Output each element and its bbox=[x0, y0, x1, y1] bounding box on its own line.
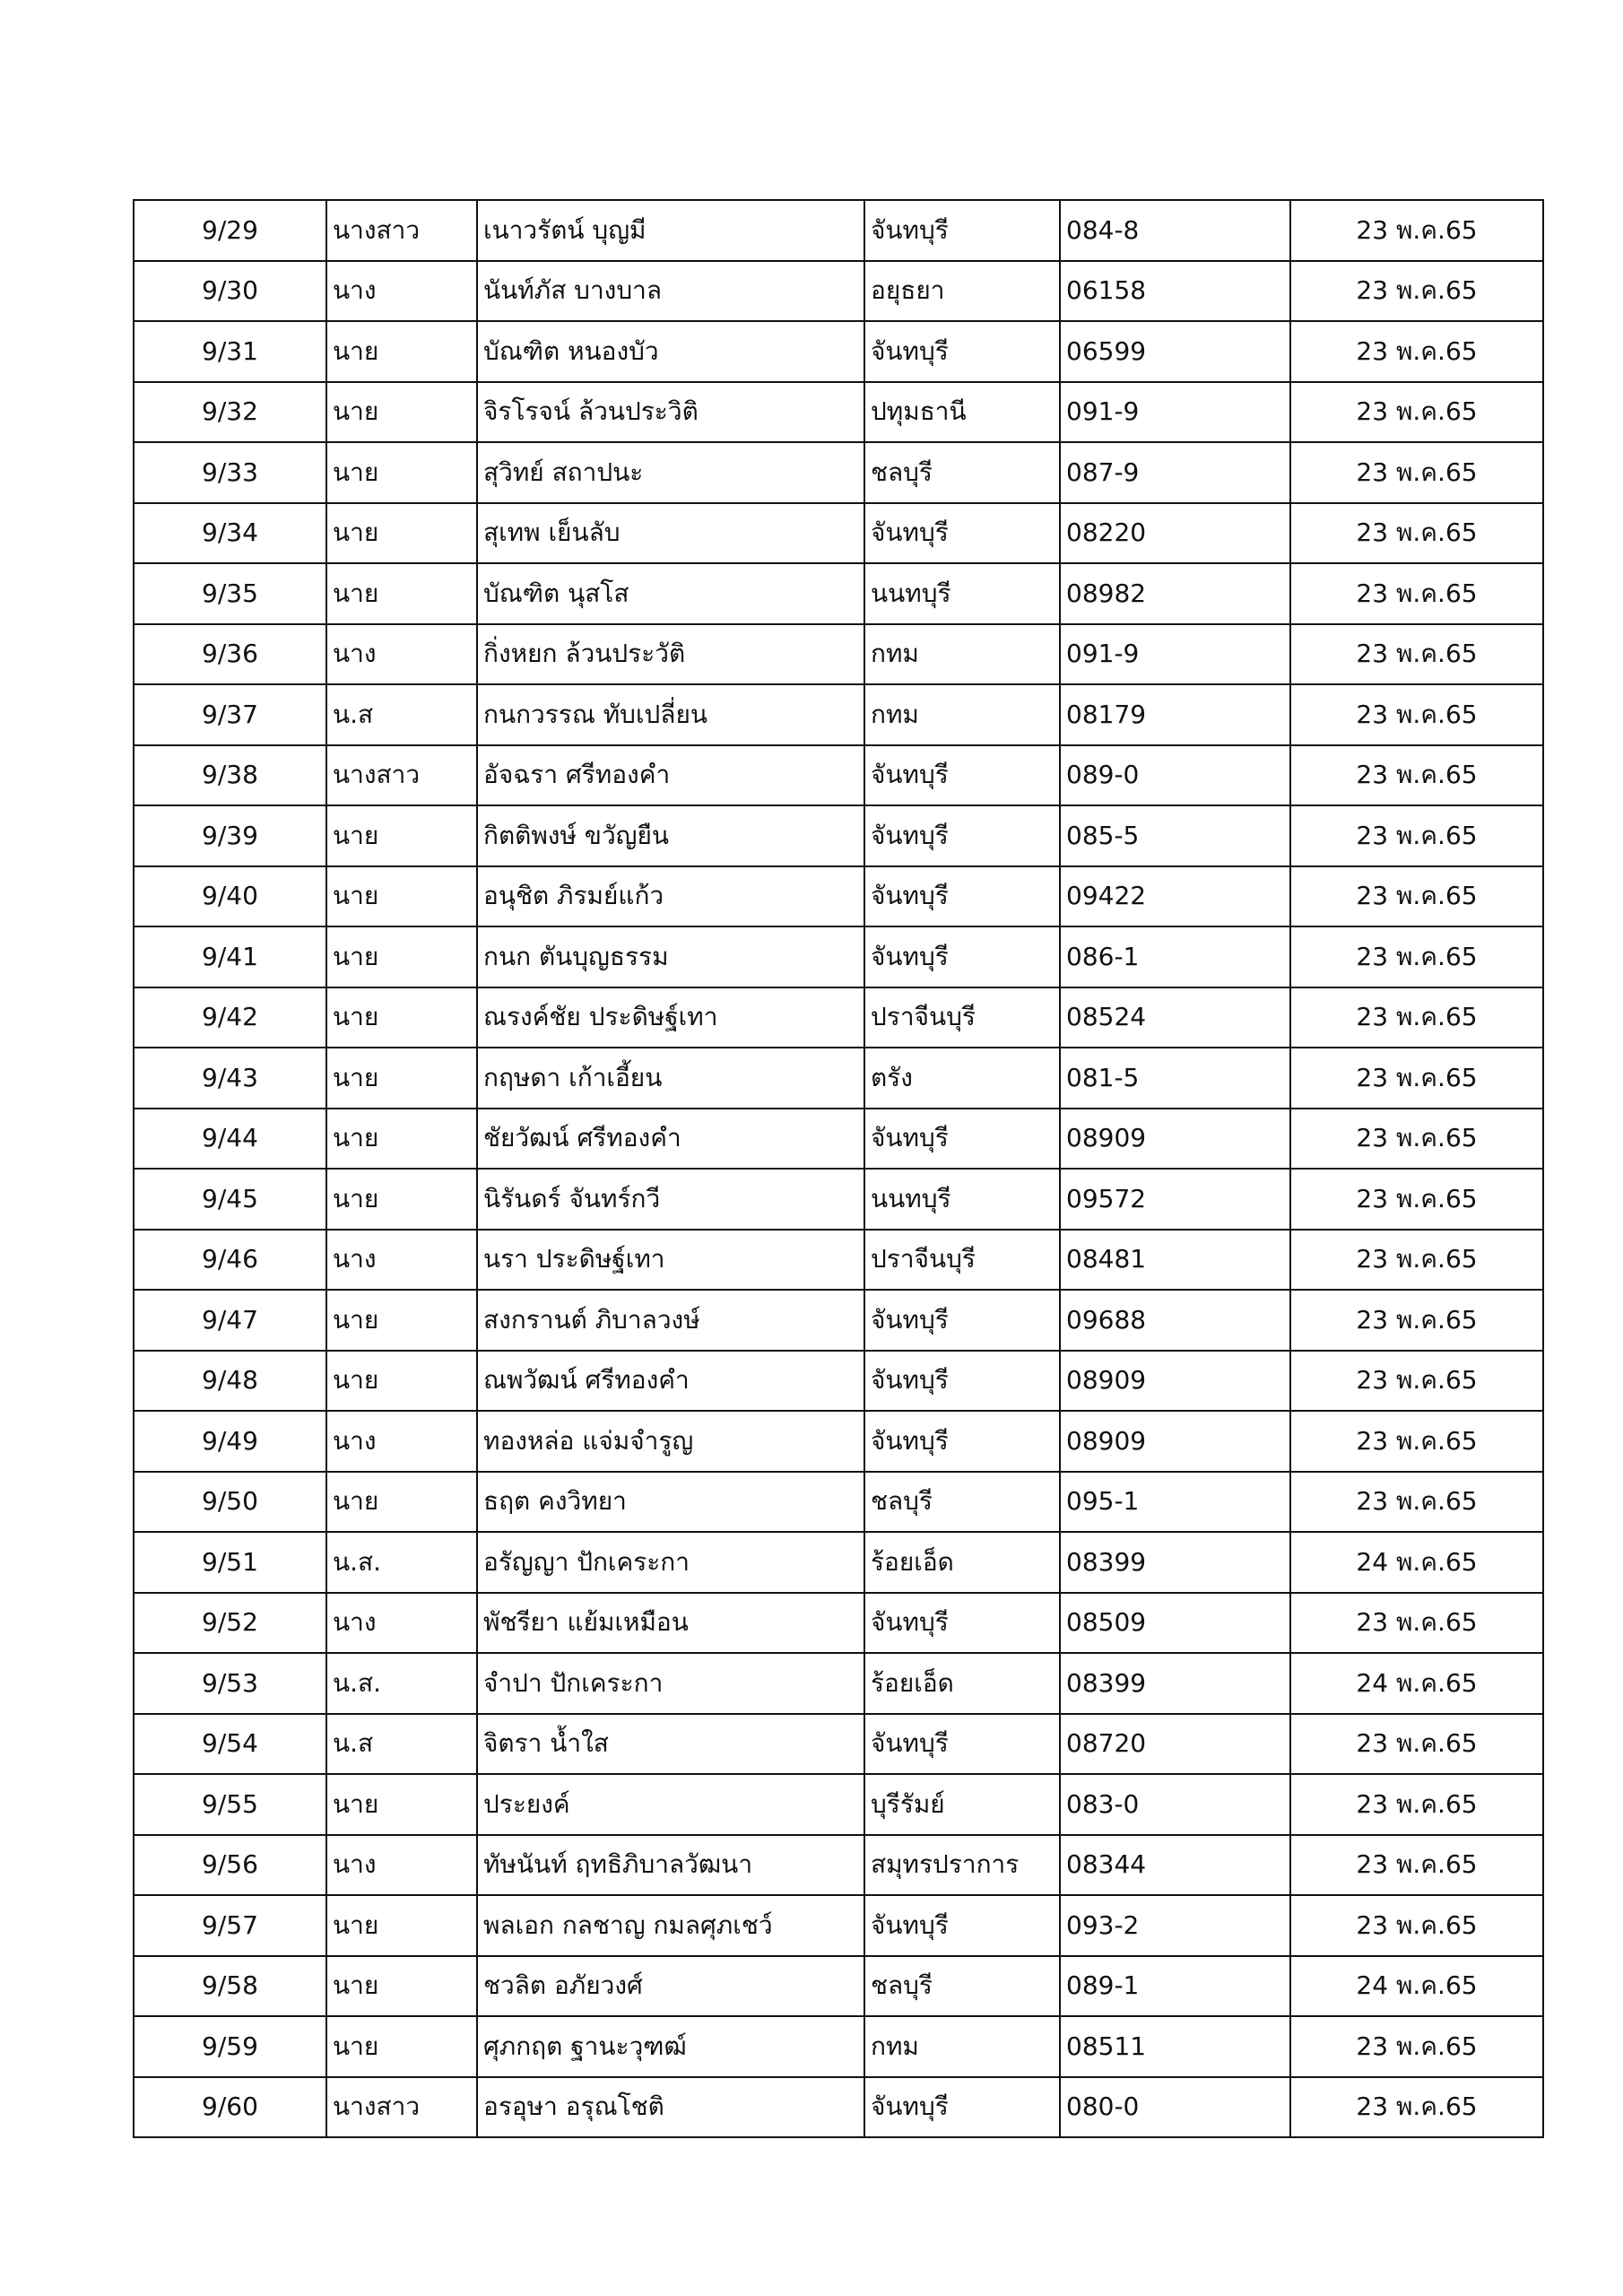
full-name-cell: สุเทพ เย็นลับ bbox=[477, 503, 864, 564]
redacted-gap-cell bbox=[1135, 382, 1290, 443]
name-title-cell: นางสาว bbox=[326, 745, 477, 806]
table-row bbox=[134, 1714, 1543, 1775]
full-name-cell: นรา ประดิษฐ์เทา bbox=[477, 1230, 864, 1291]
name-title-cell: นาย bbox=[326, 805, 477, 866]
full-name-cell: กิตติพงษ์ ขวัญยืน bbox=[477, 805, 864, 866]
phone-cell: 08220 bbox=[1060, 503, 1135, 564]
table-row bbox=[134, 1653, 1543, 1714]
province-cell: จันทบุรี bbox=[864, 503, 1060, 564]
date-cell: 23 พ.ค.65 bbox=[1290, 563, 1543, 624]
entry-number-cell: 9/33 bbox=[134, 442, 326, 503]
province-cell: จันทบุรี bbox=[864, 1109, 1060, 1170]
entry-number-cell: 9/58 bbox=[134, 1956, 326, 2017]
province-cell: จันทบุรี bbox=[864, 745, 1060, 806]
table-row bbox=[134, 1774, 1543, 1835]
redacted-gap-cell bbox=[1135, 1895, 1290, 1956]
full-name-cell: บัณฑิต นุสโส bbox=[477, 563, 864, 624]
table-row bbox=[134, 1290, 1543, 1351]
province-cell: จันทบุรี bbox=[864, 2077, 1060, 2138]
full-name-cell: อนุชิต ภิรมย์แก้ว bbox=[477, 866, 864, 927]
entry-number-cell: 9/40 bbox=[134, 866, 326, 927]
table-row bbox=[134, 563, 1543, 624]
redacted-gap-cell bbox=[1135, 1593, 1290, 1654]
date-cell: 24 พ.ค.65 bbox=[1290, 1532, 1543, 1593]
full-name-cell: ธฤต คงวิทยา bbox=[477, 1472, 864, 1533]
table-row bbox=[134, 200, 1543, 261]
full-name-cell: จิรโรจน์ ล้วนประวิติ bbox=[477, 382, 864, 443]
phone-cell: 083-0 bbox=[1060, 1774, 1135, 1835]
table-row bbox=[134, 261, 1543, 322]
name-title-cell: นาย bbox=[326, 1472, 477, 1533]
name-title-cell: นาย bbox=[326, 442, 477, 503]
full-name-cell: ประยงค์ bbox=[477, 1774, 864, 1835]
redacted-gap-cell bbox=[1135, 624, 1290, 685]
table-row bbox=[134, 1472, 1543, 1533]
table-row bbox=[134, 442, 1543, 503]
redacted-gap-cell bbox=[1135, 1169, 1290, 1230]
date-cell: 23 พ.ค.65 bbox=[1290, 1411, 1543, 1472]
phone-cell: 08982 bbox=[1060, 563, 1135, 624]
phone-cell: 06599 bbox=[1060, 321, 1135, 382]
province-cell: จันทบุรี bbox=[864, 805, 1060, 866]
full-name-cell: กิ่งหยก ล้วนประวัติ bbox=[477, 624, 864, 685]
name-title-cell: นาย bbox=[326, 503, 477, 564]
redacted-gap-cell bbox=[1135, 1411, 1290, 1472]
province-cell: จันทบุรี bbox=[864, 1411, 1060, 1472]
full-name-cell: เนาวรัตน์ บุญมี bbox=[477, 200, 864, 261]
date-cell: 23 พ.ค.65 bbox=[1290, 1714, 1543, 1775]
name-title-cell: นาย bbox=[326, 866, 477, 927]
entry-number-cell: 9/55 bbox=[134, 1774, 326, 1835]
name-title-cell: นาง bbox=[326, 1411, 477, 1472]
province-cell: ชลบุรี bbox=[864, 442, 1060, 503]
redacted-gap-cell bbox=[1135, 1956, 1290, 2017]
full-name-cell: ณพวัฒน์ ศรีทองคำ bbox=[477, 1351, 864, 1412]
entry-number-cell: 9/59 bbox=[134, 2016, 326, 2077]
redacted-gap-cell bbox=[1135, 1653, 1290, 1714]
province-cell: จันทบุรี bbox=[864, 1895, 1060, 1956]
full-name-cell: สงกรานต์ ภิบาลวงษ์ bbox=[477, 1290, 864, 1351]
table-row bbox=[134, 1411, 1543, 1472]
name-title-cell: นาง bbox=[326, 1835, 477, 1896]
date-cell: 23 พ.ค.65 bbox=[1290, 200, 1543, 261]
date-cell: 23 พ.ค.65 bbox=[1290, 1351, 1543, 1412]
name-title-cell: นาย bbox=[326, 1895, 477, 1956]
full-name-cell: กนก ตันบุญธรรม bbox=[477, 926, 864, 987]
name-title-cell: นาย bbox=[326, 987, 477, 1048]
phone-cell: 08909 bbox=[1060, 1109, 1135, 1170]
full-name-cell: อรอุษา อรุณโชติ bbox=[477, 2077, 864, 2138]
redacted-gap-cell bbox=[1135, 1230, 1290, 1291]
registration-table-body bbox=[134, 200, 1543, 2137]
name-title-cell: นาย bbox=[326, 1048, 477, 1109]
province-cell: นนทบุรี bbox=[864, 1169, 1060, 1230]
date-cell: 23 พ.ค.65 bbox=[1290, 261, 1543, 322]
date-cell: 23 พ.ค.65 bbox=[1290, 1109, 1543, 1170]
redacted-gap-cell bbox=[1135, 503, 1290, 564]
full-name-cell: ณรงค์ชัย ประดิษฐ์เทา bbox=[477, 987, 864, 1048]
entry-number-cell: 9/43 bbox=[134, 1048, 326, 1109]
name-title-cell: น.ส bbox=[326, 684, 477, 745]
date-cell: 23 พ.ค.65 bbox=[1290, 1835, 1543, 1896]
province-cell: ปทุมธานี bbox=[864, 382, 1060, 443]
redacted-gap-cell bbox=[1135, 563, 1290, 624]
table-row bbox=[134, 1230, 1543, 1291]
date-cell: 23 พ.ค.65 bbox=[1290, 1593, 1543, 1654]
province-cell: จันทบุรี bbox=[864, 1290, 1060, 1351]
date-cell: 23 พ.ค.65 bbox=[1290, 684, 1543, 745]
table-row bbox=[134, 805, 1543, 866]
table-row bbox=[134, 1532, 1543, 1593]
phone-cell: 08179 bbox=[1060, 684, 1135, 745]
entry-number-cell: 9/60 bbox=[134, 2077, 326, 2138]
province-cell: จันทบุรี bbox=[864, 1593, 1060, 1654]
name-title-cell: นาย bbox=[326, 1169, 477, 1230]
date-cell: 24 พ.ค.65 bbox=[1290, 1653, 1543, 1714]
phone-cell: 08720 bbox=[1060, 1714, 1135, 1775]
table-row bbox=[134, 745, 1543, 806]
phone-cell: 080-0 bbox=[1060, 2077, 1135, 2138]
date-cell: 23 พ.ค.65 bbox=[1290, 1169, 1543, 1230]
table-row bbox=[134, 1956, 1543, 2017]
phone-cell: 093-2 bbox=[1060, 1895, 1135, 1956]
full-name-cell: พัชรียา แย้มเหมือน bbox=[477, 1593, 864, 1654]
table-row bbox=[134, 866, 1543, 927]
full-name-cell: ชวลิต อภัยวงศ์ bbox=[477, 1956, 864, 2017]
phone-cell: 09688 bbox=[1060, 1290, 1135, 1351]
redacted-gap-cell bbox=[1135, 1290, 1290, 1351]
full-name-cell: บัณฑิต หนองบัว bbox=[477, 321, 864, 382]
phone-cell: 08399 bbox=[1060, 1532, 1135, 1593]
table-row bbox=[134, 1109, 1543, 1170]
province-cell: สมุทรปราการ bbox=[864, 1835, 1060, 1896]
date-cell: 23 พ.ค.65 bbox=[1290, 1472, 1543, 1533]
entry-number-cell: 9/37 bbox=[134, 684, 326, 745]
redacted-gap-cell bbox=[1135, 1774, 1290, 1835]
province-cell: กทม bbox=[864, 2016, 1060, 2077]
province-cell: จันทบุรี bbox=[864, 321, 1060, 382]
redacted-gap-cell bbox=[1135, 1532, 1290, 1593]
phone-cell: 09572 bbox=[1060, 1169, 1135, 1230]
entry-number-cell: 9/38 bbox=[134, 745, 326, 806]
table-row bbox=[134, 2016, 1543, 2077]
entry-number-cell: 9/39 bbox=[134, 805, 326, 866]
date-cell: 23 พ.ค.65 bbox=[1290, 987, 1543, 1048]
date-cell: 23 พ.ค.65 bbox=[1290, 745, 1543, 806]
entry-number-cell: 9/49 bbox=[134, 1411, 326, 1472]
full-name-cell: อรัญญา ปักเคระกา bbox=[477, 1532, 864, 1593]
full-name-cell: สุวิทย์ สถาปนะ bbox=[477, 442, 864, 503]
redacted-gap-cell bbox=[1135, 1351, 1290, 1412]
entry-number-cell: 9/48 bbox=[134, 1351, 326, 1412]
name-title-cell: นาย bbox=[326, 1290, 477, 1351]
date-cell: 23 พ.ค.65 bbox=[1290, 805, 1543, 866]
full-name-cell: ศุภกฤต ฐานะวุฑฒ์ bbox=[477, 2016, 864, 2077]
entry-number-cell: 9/32 bbox=[134, 382, 326, 443]
entry-number-cell: 9/36 bbox=[134, 624, 326, 685]
full-name-cell: ทัษนันท์ ฤทธิภิบาลวัฒนา bbox=[477, 1835, 864, 1896]
full-name-cell: จำปา ปักเคระกา bbox=[477, 1653, 864, 1714]
name-title-cell: นางสาว bbox=[326, 2077, 477, 2138]
name-title-cell: นาง bbox=[326, 1230, 477, 1291]
date-cell: 23 พ.ค.65 bbox=[1290, 1895, 1543, 1956]
date-cell: 23 พ.ค.65 bbox=[1290, 1230, 1543, 1291]
phone-cell: 086-1 bbox=[1060, 926, 1135, 987]
province-cell: บุรีรัมย์ bbox=[864, 1774, 1060, 1835]
name-title-cell: นางสาว bbox=[326, 200, 477, 261]
full-name-cell: พลเอก กลชาญ กมลศุภเชว์ bbox=[477, 1895, 864, 1956]
full-name-cell: นันท์ภัส บางบาล bbox=[477, 261, 864, 322]
name-title-cell: น.ส. bbox=[326, 1653, 477, 1714]
name-title-cell: นาย bbox=[326, 2016, 477, 2077]
province-cell: กทม bbox=[864, 624, 1060, 685]
entry-number-cell: 9/56 bbox=[134, 1835, 326, 1896]
entry-number-cell: 9/34 bbox=[134, 503, 326, 564]
table-row bbox=[134, 624, 1543, 685]
phone-cell: 08909 bbox=[1060, 1411, 1135, 1472]
phone-cell: 089-0 bbox=[1060, 745, 1135, 806]
registration-table bbox=[133, 199, 1544, 2138]
full-name-cell: นิรันดร์ จันทร์กวี bbox=[477, 1169, 864, 1230]
date-cell: 23 พ.ค.65 bbox=[1290, 503, 1543, 564]
date-cell: 23 พ.ค.65 bbox=[1290, 1290, 1543, 1351]
redacted-gap-cell bbox=[1135, 1109, 1290, 1170]
phone-cell: 091-9 bbox=[1060, 624, 1135, 685]
province-cell: จันทบุรี bbox=[864, 200, 1060, 261]
redacted-gap-cell bbox=[1135, 1472, 1290, 1533]
date-cell: 23 พ.ค.65 bbox=[1290, 624, 1543, 685]
redacted-gap-cell bbox=[1135, 1835, 1290, 1896]
name-title-cell: นาย bbox=[326, 563, 477, 624]
name-title-cell: นาย bbox=[326, 1351, 477, 1412]
redacted-gap-cell bbox=[1135, 805, 1290, 866]
full-name-cell: ทองหล่อ แจ่มจำรูญ bbox=[477, 1411, 864, 1472]
table-row bbox=[134, 321, 1543, 382]
entry-number-cell: 9/47 bbox=[134, 1290, 326, 1351]
date-cell: 24 พ.ค.65 bbox=[1290, 1956, 1543, 2017]
province-cell: อยุธยา bbox=[864, 261, 1060, 322]
full-name-cell: กนกวรรณ ทับเปลี่ยน bbox=[477, 684, 864, 745]
entry-number-cell: 9/42 bbox=[134, 987, 326, 1048]
phone-cell: 08399 bbox=[1060, 1653, 1135, 1714]
phone-cell: 087-9 bbox=[1060, 442, 1135, 503]
name-title-cell: น.ส bbox=[326, 1714, 477, 1775]
entry-number-cell: 9/29 bbox=[134, 200, 326, 261]
redacted-gap-cell bbox=[1135, 1048, 1290, 1109]
table-row bbox=[134, 987, 1543, 1048]
name-title-cell: นาง bbox=[326, 1593, 477, 1654]
province-cell: ร้อยเอ็ด bbox=[864, 1653, 1060, 1714]
phone-cell: 08524 bbox=[1060, 987, 1135, 1048]
redacted-gap-cell bbox=[1135, 866, 1290, 927]
entry-number-cell: 9/35 bbox=[134, 563, 326, 624]
entry-number-cell: 9/31 bbox=[134, 321, 326, 382]
redacted-gap-cell bbox=[1135, 926, 1290, 987]
table-row bbox=[134, 926, 1543, 987]
redacted-gap-cell bbox=[1135, 987, 1290, 1048]
phone-cell: 085-5 bbox=[1060, 805, 1135, 866]
phone-cell: 095-1 bbox=[1060, 1472, 1135, 1533]
full-name-cell: กฤษดา เก้าเอี้ยน bbox=[477, 1048, 864, 1109]
entry-number-cell: 9/51 bbox=[134, 1532, 326, 1593]
redacted-gap-cell bbox=[1135, 442, 1290, 503]
table-row bbox=[134, 1169, 1543, 1230]
province-cell: นนทบุรี bbox=[864, 563, 1060, 624]
province-cell: ร้อยเอ็ด bbox=[864, 1532, 1060, 1593]
full-name-cell: อัจฉรา ศรีทองคำ bbox=[477, 745, 864, 806]
entry-number-cell: 9/50 bbox=[134, 1472, 326, 1533]
name-title-cell: นาย bbox=[326, 1109, 477, 1170]
phone-cell: 089-1 bbox=[1060, 1956, 1135, 2017]
province-cell: ปราจีนบุรี bbox=[864, 1230, 1060, 1291]
table-row bbox=[134, 1593, 1543, 1654]
redacted-gap-cell bbox=[1135, 2016, 1290, 2077]
table-row bbox=[134, 2077, 1543, 2138]
province-cell: จันทบุรี bbox=[864, 1351, 1060, 1412]
date-cell: 23 พ.ค.65 bbox=[1290, 926, 1543, 987]
phone-cell: 084-8 bbox=[1060, 200, 1135, 261]
entry-number-cell: 9/53 bbox=[134, 1653, 326, 1714]
phone-cell: 08481 bbox=[1060, 1230, 1135, 1291]
redacted-gap-cell bbox=[1135, 1714, 1290, 1775]
phone-cell: 08909 bbox=[1060, 1351, 1135, 1412]
entry-number-cell: 9/57 bbox=[134, 1895, 326, 1956]
redacted-gap-cell bbox=[1135, 200, 1290, 261]
entry-number-cell: 9/46 bbox=[134, 1230, 326, 1291]
table-row bbox=[134, 1351, 1543, 1412]
full-name-cell: ชัยวัฒน์ ศรีทองคำ bbox=[477, 1109, 864, 1170]
province-cell: ชลบุรี bbox=[864, 1472, 1060, 1533]
province-cell: ชลบุรี bbox=[864, 1956, 1060, 2017]
phone-cell: 08509 bbox=[1060, 1593, 1135, 1654]
full-name-cell: จิตรา น้ำใส bbox=[477, 1714, 864, 1775]
province-cell: จันทบุรี bbox=[864, 1714, 1060, 1775]
name-title-cell: นาง bbox=[326, 261, 477, 322]
phone-cell: 08511 bbox=[1060, 2016, 1135, 2077]
redacted-gap-cell bbox=[1135, 321, 1290, 382]
name-title-cell: น.ส. bbox=[326, 1532, 477, 1593]
date-cell: 23 พ.ค.65 bbox=[1290, 2077, 1543, 2138]
province-cell: จันทบุรี bbox=[864, 866, 1060, 927]
entry-number-cell: 9/44 bbox=[134, 1109, 326, 1170]
table-row bbox=[134, 1835, 1543, 1896]
entry-number-cell: 9/45 bbox=[134, 1169, 326, 1230]
province-cell: จันทบุรี bbox=[864, 926, 1060, 987]
phone-cell: 09422 bbox=[1060, 866, 1135, 927]
date-cell: 23 พ.ค.65 bbox=[1290, 382, 1543, 443]
province-cell: ตรัง bbox=[864, 1048, 1060, 1109]
phone-cell: 081-5 bbox=[1060, 1048, 1135, 1109]
redacted-gap-cell bbox=[1135, 261, 1290, 322]
date-cell: 23 พ.ค.65 bbox=[1290, 2016, 1543, 2077]
name-title-cell: นาย bbox=[326, 321, 477, 382]
entry-number-cell: 9/41 bbox=[134, 926, 326, 987]
name-title-cell: นาง bbox=[326, 624, 477, 685]
name-title-cell: นาย bbox=[326, 382, 477, 443]
province-cell: ปราจีนบุรี bbox=[864, 987, 1060, 1048]
redacted-gap-cell bbox=[1135, 684, 1290, 745]
name-title-cell: นาย bbox=[326, 926, 477, 987]
table-row bbox=[134, 684, 1543, 745]
name-title-cell: นาย bbox=[326, 1956, 477, 2017]
entry-number-cell: 9/52 bbox=[134, 1593, 326, 1654]
redacted-gap-cell bbox=[1135, 2077, 1290, 2138]
table-row bbox=[134, 382, 1543, 443]
phone-cell: 08344 bbox=[1060, 1835, 1135, 1896]
entry-number-cell: 9/54 bbox=[134, 1714, 326, 1775]
date-cell: 23 พ.ค.65 bbox=[1290, 866, 1543, 927]
date-cell: 23 พ.ค.65 bbox=[1290, 442, 1543, 503]
table-row bbox=[134, 1895, 1543, 1956]
registration-sheet bbox=[133, 199, 1515, 2138]
entry-number-cell: 9/30 bbox=[134, 261, 326, 322]
table-row bbox=[134, 503, 1543, 564]
phone-cell: 091-9 bbox=[1060, 382, 1135, 443]
phone-cell: 06158 bbox=[1060, 261, 1135, 322]
name-title-cell: นาย bbox=[326, 1774, 477, 1835]
province-cell: กทม bbox=[864, 684, 1060, 745]
date-cell: 23 พ.ค.65 bbox=[1290, 1774, 1543, 1835]
date-cell: 23 พ.ค.65 bbox=[1290, 321, 1543, 382]
date-cell: 23 พ.ค.65 bbox=[1290, 1048, 1543, 1109]
table-row bbox=[134, 1048, 1543, 1109]
redacted-gap-cell bbox=[1135, 745, 1290, 806]
